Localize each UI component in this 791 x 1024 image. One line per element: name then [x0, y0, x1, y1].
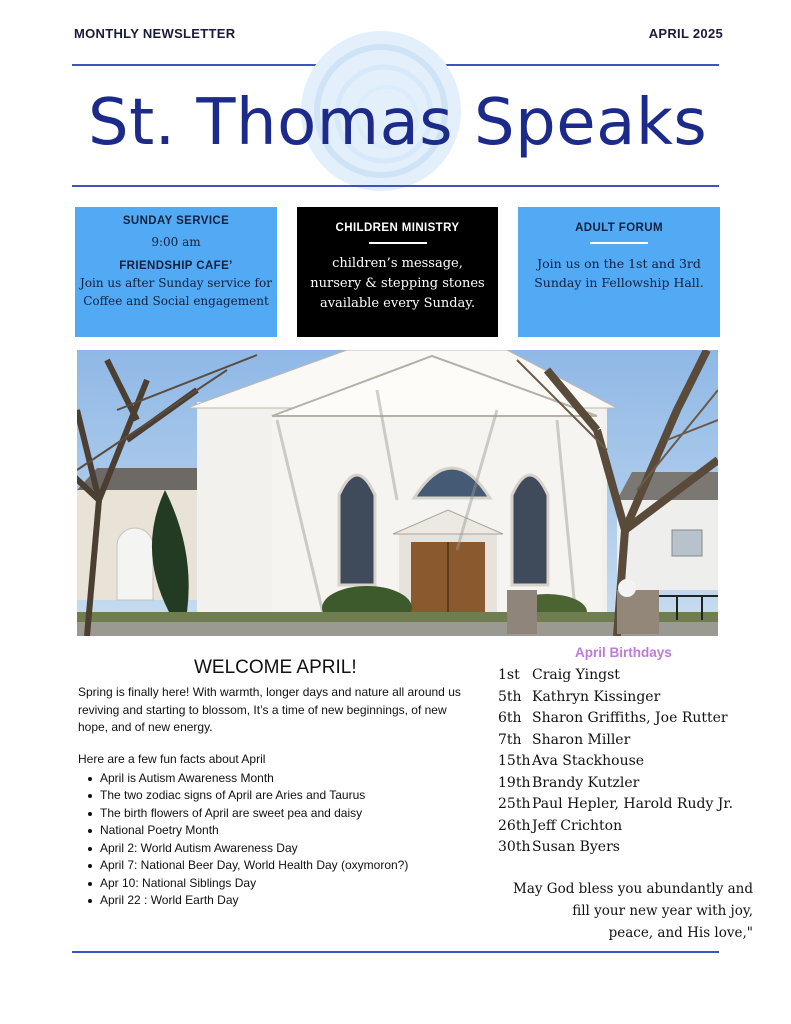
- list-item: Apr 10: National Siblings Day: [78, 875, 478, 893]
- list-item: The birth flowers of April are sweet pea and daisy: [78, 805, 478, 823]
- blessing-line: fill your new year with joy,: [572, 903, 753, 919]
- welcome-heading: WELCOME APRIL!: [194, 657, 357, 678]
- issue-date: APRIL 2025: [648, 26, 723, 41]
- blessing-line: peace, and His love,": [608, 925, 753, 941]
- heading-underline: [369, 242, 427, 244]
- welcome-intro: Spring is finally here! With warmth, longer days and nature all around us reviving and starting to blossom, It’s a time of new beginnings, of new hope, and of new energy.: [78, 685, 461, 734]
- fun-facts: [78, 751, 478, 910]
- friendship-cafe-text: Join us after Sunday service for Coffee and Social engagement: [80, 276, 272, 308]
- blessing-line: May God bless you abundantly and: [513, 881, 753, 897]
- birthday-day: 1st: [498, 667, 520, 683]
- birthday-row: [498, 665, 733, 687]
- birthday-day: 5th: [498, 688, 522, 705]
- adult-forum-heading: ADULT FORUM: [575, 222, 663, 234]
- birthday-row: [498, 773, 733, 795]
- birthday-day: 15th: [498, 753, 531, 769]
- birthday-day: 30th: [498, 839, 531, 855]
- masthead-title: St. Thomas Speaks: [88, 86, 708, 160]
- birthday-row: [498, 708, 733, 730]
- adult-forum-box: [518, 207, 720, 337]
- birthday-names: Paul Hepler, Harold Rudy Jr.: [532, 796, 734, 812]
- children-ministry-box: [297, 207, 498, 337]
- fun-facts-list: [78, 770, 478, 910]
- birthday-names: Sharon Miller: [532, 731, 631, 748]
- birthday-day: 25th: [498, 796, 531, 812]
- birthdays-list: [498, 665, 733, 859]
- birthday-row: [498, 730, 733, 752]
- birthday-row: [498, 687, 733, 709]
- birthday-day: 19th: [498, 774, 531, 791]
- adult-forum-text: Join us on the 1st and 3rd Sunday in Fellowship Hall.: [534, 256, 704, 290]
- birthday-names: Susan Byers: [532, 839, 620, 855]
- birthday-names: Sharon Griffiths, Joe Rutter: [532, 710, 728, 726]
- birthdays-heading: April Birthdays: [575, 645, 672, 660]
- friendship-cafe-heading: FRIENDSHIP CAFE’: [119, 260, 233, 272]
- list-item: April 22 : World Earth Day: [78, 892, 478, 910]
- birthday-row: [498, 837, 733, 859]
- children-ministry-text: children’s message, nursery & stepping stones available every Sunday.: [310, 256, 485, 311]
- birthday-day: 7th: [498, 731, 522, 748]
- birthday-day: 6th: [498, 710, 522, 726]
- masthead-divider: [72, 185, 719, 187]
- list-item: April 2: World Autism Awareness Day: [78, 840, 478, 858]
- closing-blessing: [453, 878, 753, 944]
- sunday-service-heading: SUNDAY SERVICE: [122, 215, 230, 227]
- sunday-service-box: [75, 207, 277, 337]
- bottom-divider: [72, 951, 719, 953]
- birthday-row: [498, 794, 733, 816]
- heading-underline: [590, 242, 648, 244]
- list-item: April is Autism Awareness Month: [78, 770, 478, 788]
- birthday-names: Brandy Kutzler: [532, 774, 640, 791]
- birthday-names: Ava Stackhouse: [532, 753, 645, 769]
- birthday-row: [498, 751, 733, 773]
- fun-facts-lead: Here are a few fun facts about April: [78, 752, 266, 766]
- church-photo: [77, 350, 718, 636]
- birthday-names: Jeff Crichton: [532, 817, 623, 834]
- birthday-names: Kathryn Kissinger: [532, 688, 661, 705]
- list-item: National Poetry Month: [78, 822, 478, 840]
- list-item: April 7: National Beer Day, World Health Day (oxymoron?): [78, 857, 478, 875]
- birthday-day: 26th: [498, 817, 531, 834]
- list-item: The two zodiac signs of April are Aries and Taurus: [78, 787, 478, 805]
- birthday-names: Craig Yingst: [532, 667, 620, 683]
- newsletter-label: MONTHLY NEWSLETTER: [74, 26, 236, 41]
- children-ministry-heading: CHILDREN MINISTRY: [335, 222, 460, 234]
- sunday-service-time: 9:00 am: [151, 235, 201, 249]
- birthday-row: [498, 816, 733, 838]
